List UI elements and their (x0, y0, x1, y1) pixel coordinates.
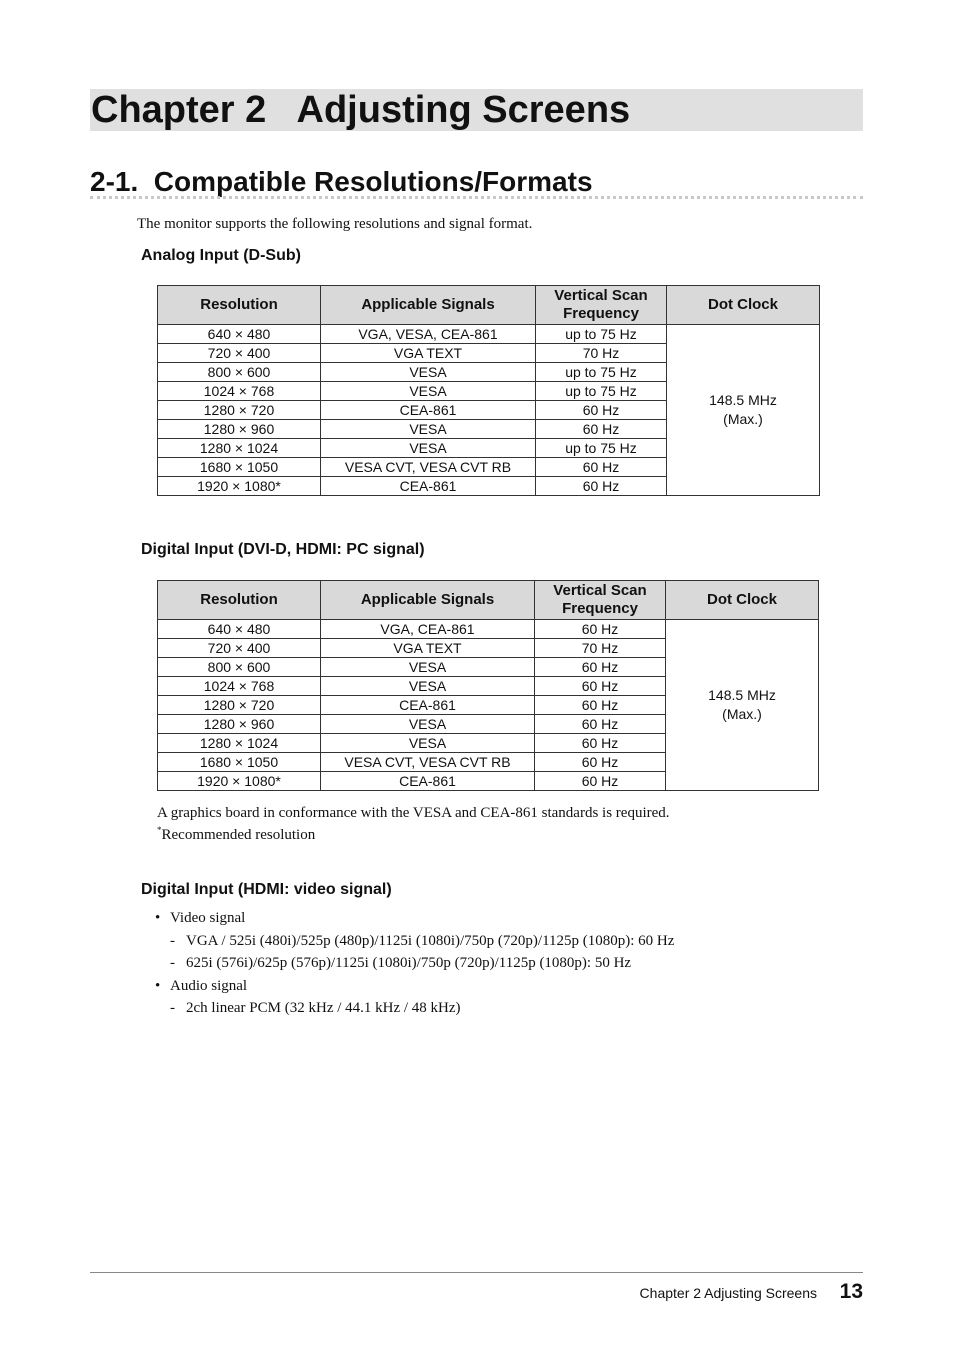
cell-resolution: 720 × 400 (158, 344, 321, 363)
cell-signals: VESA (321, 382, 536, 401)
cell-frequency: 70 Hz (536, 344, 667, 363)
cell-signals: VGA, CEA-861 (321, 620, 535, 639)
col-header-frequency: Vertical Scan Frequency (535, 581, 666, 620)
cell-resolution: 640 × 480 (158, 620, 321, 639)
cell-signals: VGA TEXT (321, 639, 535, 658)
cell-resolution: 1920 × 1080* (158, 477, 321, 496)
cell-signals: VGA, VESA, CEA-861 (321, 325, 536, 344)
cell-signals: CEA-861 (321, 772, 535, 791)
section-divider (90, 196, 863, 199)
bullet-icon: • (155, 977, 161, 994)
table-header-row (158, 581, 819, 620)
list-item (155, 907, 674, 930)
cell-frequency: 60 Hz (535, 715, 666, 734)
col-header-dot-clock: Dot Clock (666, 581, 819, 620)
list-subitem (155, 952, 674, 975)
cell-frequency: 60 Hz (535, 734, 666, 753)
table-row (158, 325, 820, 344)
cell-frequency: 60 Hz (535, 658, 666, 677)
graphics-board-note: A graphics board in conformance with the VESA and CEA-861 standards is required. (157, 805, 670, 821)
dash-icon: - (170, 1000, 175, 1017)
cell-resolution: 1280 × 1024 (158, 734, 321, 753)
cell-signals: VESA (321, 734, 535, 753)
dash-icon: - (170, 955, 175, 972)
cell-frequency: 60 Hz (535, 696, 666, 715)
cell-signals: VESA (321, 715, 535, 734)
col-header-signals: Applicable Signals (321, 581, 535, 620)
cell-signals: VESA CVT, VESA CVT RB (321, 458, 536, 477)
cell-resolution: 1280 × 1024 (158, 439, 321, 458)
recommended-text: Recommended resolution (161, 827, 316, 843)
cell-signals: CEA-861 (321, 477, 536, 496)
cell-frequency: up to 75 Hz (536, 439, 667, 458)
dot-clock-note: (Max.) (722, 706, 762, 722)
cell-frequency: 70 Hz (535, 639, 666, 658)
recommended-note (157, 825, 315, 845)
col-header-signals: Applicable Signals (321, 286, 536, 325)
cell-signals: CEA-861 (321, 401, 536, 420)
dash-icon: - (170, 932, 175, 949)
list-item (155, 975, 674, 998)
cell-resolution: 1024 × 768 (158, 382, 321, 401)
col-header-resolution: Resolution (158, 286, 321, 325)
analog-table (157, 285, 820, 496)
cell-frequency: 60 Hz (535, 753, 666, 772)
col-header-dot-clock: Dot Clock (667, 286, 820, 325)
cell-resolution: 1280 × 960 (158, 715, 321, 734)
cell-frequency: 60 Hz (535, 772, 666, 791)
analog-heading: Analog Input (D-Sub) (141, 247, 301, 264)
dot-clock-value: 148.5 MHz (708, 687, 776, 703)
cell-signals: VESA (321, 677, 535, 696)
col-header-resolution: Resolution (158, 581, 321, 620)
footer-divider (90, 1272, 863, 1273)
dot-clock-value: 148.5 MHz (709, 392, 777, 408)
page-number: 13 (839, 1280, 863, 1303)
digital-table (157, 580, 819, 791)
list-subitem-text: 2ch linear PCM (32 kHz / 44.1 kHz / 48 kHz) (186, 1000, 461, 1017)
cell-signals: VESA (321, 420, 536, 439)
cell-resolution: 1280 × 960 (158, 420, 321, 439)
cell-resolution: 1280 × 720 (158, 401, 321, 420)
col-header-frequency: Vertical Scan Frequency (536, 286, 667, 325)
cell-signals: VESA (321, 439, 536, 458)
table-header-row (158, 286, 820, 325)
section-title: 2-1. Compatible Resolutions/Formats (90, 166, 593, 197)
cell-resolution: 800 × 600 (158, 658, 321, 677)
cell-resolution: 1024 × 768 (158, 677, 321, 696)
asterisk-mark: * (157, 825, 162, 835)
cell-resolution: 640 × 480 (158, 325, 321, 344)
digital-heading: Digital Input (DVI-D, HDMI: PC signal) (141, 541, 425, 558)
cell-dot-clock (666, 620, 819, 791)
cell-frequency: up to 75 Hz (536, 363, 667, 382)
cell-resolution: 1280 × 720 (158, 696, 321, 715)
cell-frequency: up to 75 Hz (536, 382, 667, 401)
cell-resolution: 1680 × 1050 (158, 753, 321, 772)
chapter-title: Chapter 2 Adjusting Screens (91, 89, 631, 131)
list-subitem-text: 625i (576i)/625p (576p)/1125i (1080i)/750p (720p)/1125p (1080p): 50 Hz (186, 955, 632, 972)
cell-frequency: 60 Hz (535, 677, 666, 696)
cell-signals: VESA (321, 658, 535, 677)
cell-signals: VESA (321, 363, 536, 382)
list-item-label: Audio signal (170, 977, 248, 994)
list-item-label: Video signal (170, 910, 246, 926)
list-subitem-text: VGA / 525i (480i)/525p (480p)/1125i (1080i)/750p (720p)/1125p (1080p): 60 Hz (186, 932, 675, 949)
list-subitem (155, 997, 674, 1020)
cell-frequency: 60 Hz (535, 620, 666, 639)
cell-signals: VESA CVT, VESA CVT RB (321, 753, 535, 772)
cell-resolution: 1920 × 1080* (158, 772, 321, 791)
bullet-icon: • (155, 910, 161, 926)
cell-resolution: 720 × 400 (158, 639, 321, 658)
list-subitem (155, 930, 674, 953)
cell-signals: CEA-861 (321, 696, 535, 715)
footer-chapter-text: Chapter 2 Adjusting Screens (639, 1285, 817, 1301)
cell-dot-clock (667, 325, 820, 496)
cell-frequency: 60 Hz (536, 420, 667, 439)
cell-frequency: up to 75 Hz (536, 325, 667, 344)
cell-resolution: 800 × 600 (158, 363, 321, 382)
cell-frequency: 60 Hz (536, 477, 667, 496)
cell-resolution: 1680 × 1050 (158, 458, 321, 477)
intro-text: The monitor supports the following resolutions and signal format. (137, 216, 533, 232)
cell-frequency: 60 Hz (536, 458, 667, 477)
cell-frequency: 60 Hz (536, 401, 667, 420)
hdmi-video-list (155, 907, 674, 1020)
dot-clock-note: (Max.) (723, 411, 763, 427)
cell-signals: VGA TEXT (321, 344, 536, 363)
table-row (158, 620, 819, 639)
hdmi-video-heading: Digital Input (HDMI: video signal) (141, 881, 392, 898)
